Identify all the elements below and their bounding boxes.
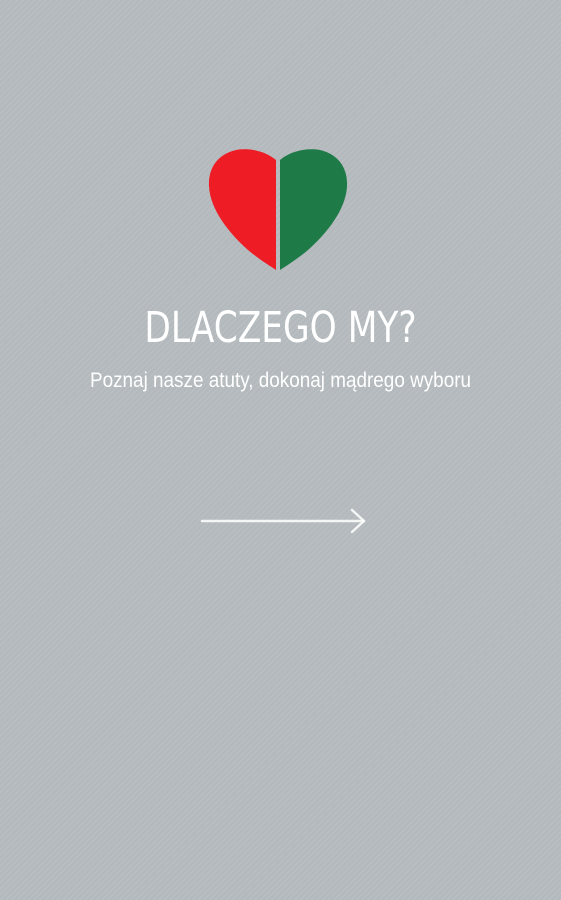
page-title: DLACZEGO MY?	[144, 303, 417, 353]
heart-right-half	[280, 149, 347, 270]
heart-icon	[206, 148, 350, 274]
arrow-right-icon[interactable]	[196, 504, 372, 538]
page-subtitle: Poznaj nasze atuty, dokonaj mądrego wyboru	[89, 369, 472, 392]
heart-left-half	[209, 149, 276, 270]
